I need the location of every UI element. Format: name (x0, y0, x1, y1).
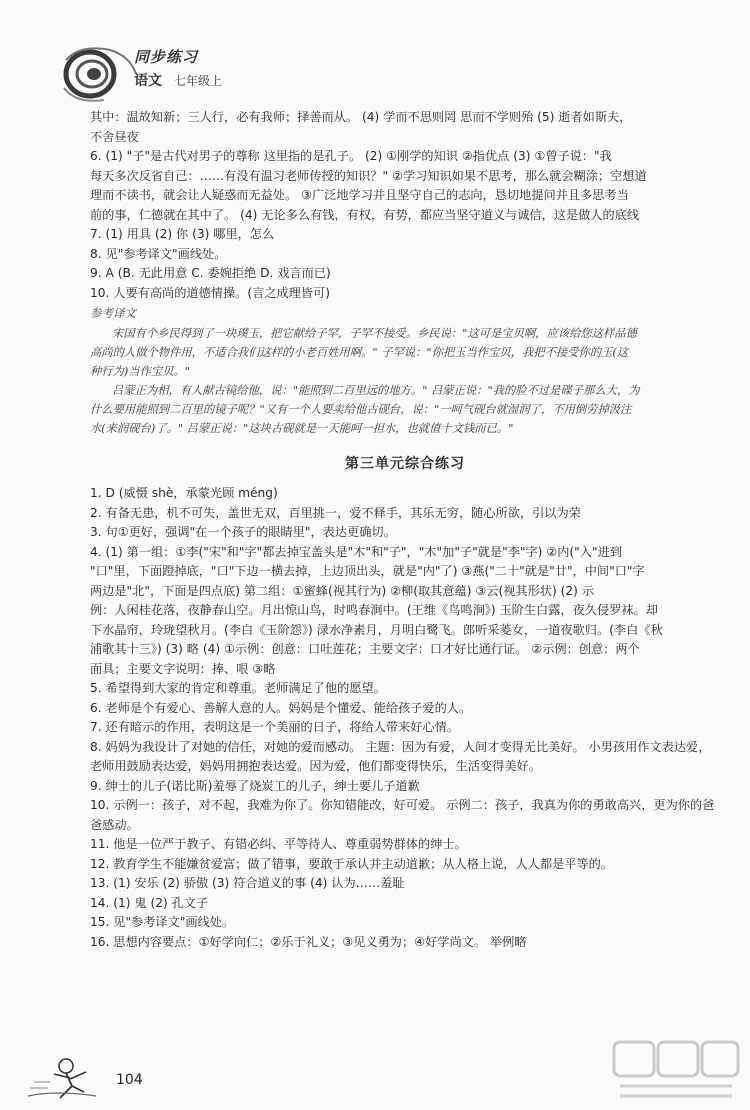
answer-line: 7. 还有暗示的作用，表明这是一个美丽的日子，将给人带来好心情。 (90, 720, 459, 734)
answer-line: 不舍昼夜 (90, 129, 139, 144)
translation-line: 水(来润砚台)了。" 吕蒙正说："这块古砚就是一天能呵一担水，也就值十文钱而已。" (90, 421, 514, 435)
answer-line: 7. (1) 用具 (2) 你 (3) 哪里，怎么 (90, 227, 275, 241)
answer-line: 5. 希望得到大家的肯定和尊重。老师满足了他的愿望。 (90, 681, 386, 695)
answer-line: 6. (1) "子"是古代对男子的尊称 这里指的是孔子。 (2) ①刚学的知识 ②指优点 (3) ①曾子说："我 (90, 149, 612, 163)
answer-line: 16. 思想内容要点：①好学向仁；②乐于礼义；③见义勇为；④好学尚文。 举例略 (90, 934, 527, 949)
answer-line: 两边是"北"，下面是四点底) 第二组：①蜜蜂(视其行为) ②柳(取其意蕴) ③云(视其形状) (2) 示 (90, 583, 594, 598)
answer-line: 面具；主要文字说明：捧、哏 ③略 (90, 661, 276, 676)
answer-line: 6. 老师是个有爱心、善解人意的人。妈妈是个懂爱、能给孩子爱的人。 (90, 700, 472, 715)
answer-line: "口"里，下面蹬掉底，"口"下边一横去掉，上边顶出头，就是"内"了) ③燕("二十"就是"廿"，中间"口"字 (90, 564, 645, 578)
book-header (60, 40, 320, 110)
translation-line: 宋国有个乡民得到了一块璞玉，把它献给子罕，子罕不接受。乡民说："这可是宝贝啊，应该给您这样品德 (112, 326, 637, 340)
answer-line: 理而不读书，就会让人疑惑而无益处。 ③广泛地学习并且坚守自己的志向，恳切地提问并且多思考当 (90, 188, 629, 202)
answer-line: 8. 见"参考译文"画线处。 (90, 246, 227, 261)
answer-line: 8. 妈妈为我设计了对她的信任，对她的爱而感动。 主题：因为有爱，人间才变得无比美好。 小男孩用作文表达爱， (90, 739, 711, 754)
answer-line: 15. 见"参考译文"画线处。 (90, 915, 235, 929)
translation-line: 种行为)当作宝贝。" (90, 364, 190, 378)
answer-line: 10. 示例一：孩子，对不起，我难为你了。你知错能改，好可爱。 示例二：孩子，我真为你的勇敢高兴，更为你的爸 (90, 798, 715, 812)
answer-line: 例：人闲桂花落，夜静春山空。月出惊山鸟，时鸣春涧中。(王维《鸟鸣涧》) 玉阶生白露，夜久侵罗袜。却 (90, 603, 658, 617)
answer-content (90, 108, 720, 952)
answer-line: 每天多次反省自己：……有没有温习老师传授的知识？" ②学习知识如果不思考，那么就会糊涂；空想道 (90, 168, 647, 183)
answer-line: 14. (1) 鬼 (2) 孔文子 (90, 895, 209, 910)
answer-line: 前的事，仁德就在其中了。 (4) 无论多么有钱，有权，有势，都应当坚守道义与诚信，这是做人的底线 (90, 207, 640, 222)
translation-line: 什么要用能照到二百里的镜子呢？"又有一个人要卖给他古砚台，说："一呵气砚台就湿润了，不用倒劳掉汲注 (90, 402, 632, 416)
translation-label: 参考译文 (90, 306, 136, 320)
book-grade: 七年级上 (174, 74, 223, 88)
ink-swirl-logo (60, 40, 140, 106)
answer-line: 12. 教育学生不能嫌贫爱富；做了错事，要敢于承认并主动道歉；从人格上说，人人都是平等的。 (90, 856, 613, 871)
answer-line: 10. 人要有高尚的道德情操。(言之成理皆可) (90, 285, 330, 300)
answer-line: 2. 有备无患，机不可失，盖世无双，百里挑一，爱不释手，其乐无穷，随心所欲，引以为荣 (90, 505, 581, 520)
answer-line: 9. A (B. 无此用意 C. 委婉拒绝 D. 戏言而已) (90, 266, 331, 280)
answer-line: 4. (1) 第一组：①李("宋"和"字"都去掉宝盖头是"木"和"子"，"木"加"子"就是"李"字) ②内("入"进到 (90, 544, 622, 559)
answer-line: 1. D (威慑 shè，承蒙光顾 méng) (90, 486, 278, 500)
page-number: 104 (116, 1072, 143, 1088)
translation-line: 高尚的人做个物件用，不适合我们这样的小老百姓用啊。" 子罕说："你把玉当作宝贝，我把不接受你的玉(这 (90, 345, 629, 359)
answer-line: 爸感动。 (90, 817, 139, 832)
answer-line: 其中：温故知新；三人行，必有我师；择善而从。 (4) 学而不思则罔 思而不学则殆 (5) 逝者如斯夫， (90, 110, 632, 124)
translation-line: 吕蒙正为相，有人献古镜给他，说："能照到二百里远的地方。" 吕蒙正说："我的脸不过是碟子那么大，为 (112, 383, 640, 397)
answer-line: 13. (1) 安乐 (2) 骄傲 (3) 符合道义的事 (4) 认为……羞耻 (90, 876, 405, 890)
book-subject: 语文 (134, 73, 162, 89)
book-series-title: 同步练习 (134, 48, 199, 66)
section-title: 第三单元综合练习 (345, 455, 465, 472)
answer-line: 3. 句①更好，强调"在一个孩子的眼睛里"，表达更确切。 (90, 525, 396, 539)
answer-line: 浦歌其十三》) (3) 略 (4) ①示例：创意：口吐莲花；主要文字：口才好比通行证。 ②示例：创意：两个 (90, 642, 640, 656)
answer-line: 下水晶帘，玲珑望秋月。(李白《玉阶怨》) 渌水净素月，月明白鹭飞。郎听采菱女，一道夜歌归。(李白《秋 (90, 622, 663, 637)
answer-line: 9. 绅士的儿子(诺比斯)羞辱了烧炭工的儿子，绅士要儿子道歉 (90, 778, 420, 793)
answer-line: 老师用鼓励表达爱，妈妈用拥抱表达爱。因为爱，他们都变得快乐，生活变得美好。 (90, 759, 541, 773)
watermark-logo (612, 1040, 742, 1104)
answer-line: 11. 他是一位严于教子、有错必纠、平等待人、尊重弱势群体的绅士。 (90, 837, 467, 851)
handwritten-translation (90, 324, 720, 438)
